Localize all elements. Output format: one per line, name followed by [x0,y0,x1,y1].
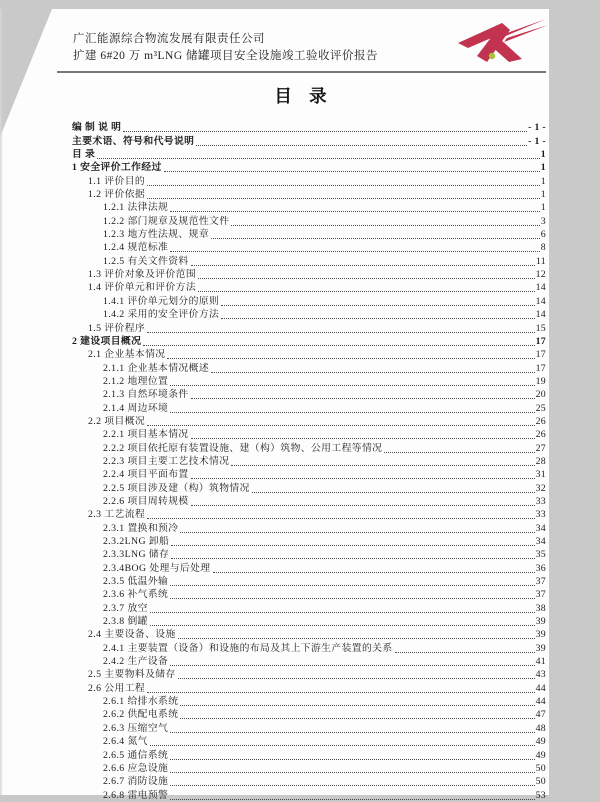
toc-dot-leader [97,158,540,159]
toc-entry-label: 编 制 说 明 [72,122,122,134]
toc-dot-leader [178,638,535,639]
toc-page-number: 1 [540,162,546,174]
toc-page-number: 19 [535,375,546,387]
toc-page-number: 35 [535,549,546,561]
toc-row [72,641,546,654]
toc-dot-leader [180,532,534,533]
toc-row [72,441,546,454]
toc-row [72,615,546,628]
toc-dot-leader [170,785,534,786]
document-header [73,31,378,65]
toc-row [72,628,546,641]
toc-entry-label: 1 安全评价工作经过 [72,162,162,174]
toc-row [72,348,546,361]
toc-dot-leader [191,398,535,399]
toc-page-number: 20 [535,389,546,401]
toc-row [72,788,546,801]
toc-dot-leader [123,131,527,132]
toc-dot-leader [191,505,535,506]
toc-entry-label: 2.1.2 地理位置 [103,375,169,387]
toc-page-number: 1 [540,149,546,161]
toc-page-number: 53 [535,789,546,801]
toc-row [72,481,546,494]
toc-page-number: 12 [535,269,546,281]
toc-dot-leader [231,225,539,226]
toc-row [72,495,546,508]
toc-page-number: 32 [535,482,546,494]
toc-entry-label: 2.6 公用工程 [88,682,146,694]
toc-page-number: 50 [535,776,546,788]
toc-entry-label: 1.3 评价对象及评价范围 [88,269,197,281]
toc-entry-label: 2.6.3 压缩空气 [103,722,169,734]
toc-row [72,294,546,307]
toc-row [72,601,546,614]
toc-row [72,508,546,521]
toc-entry-label: 2.6.7 消防设施 [103,776,169,788]
report-title: 扩建 6#20 万 m³LNG 储罐项目安全设施竣工验收评价报告 [73,50,379,62]
toc-page-number: 27 [535,442,546,454]
toc-row [72,668,546,681]
toc-row [72,401,546,414]
toc-dot-leader [170,732,534,733]
toc-page-number: 1 [540,202,546,214]
toc-entry-label: 2.4.1 主要装置（设备）和设施的布局及其上下游生产装置的关系 [103,642,393,654]
toc-row [72,708,546,721]
toc-entry-label: 2.3.4BOG 处理与后处理 [103,562,211,574]
toc-entry-label: 2.3.2LNG 卸船 [103,536,170,547]
toc-row [72,681,546,694]
toc-page-number: 39 [535,629,546,641]
toc-dot-leader [147,692,535,693]
toc-dot-leader [198,278,535,279]
toc-page-number: 26 [535,415,546,427]
toc-page-number: 47 [535,709,546,721]
toc-entry-label: 1.2 评价依据 [88,189,146,201]
toc-entry-label: 2.6.8 雷电预警 [103,789,169,801]
toc-dot-leader [252,492,535,493]
toc-dot-leader [170,211,540,212]
toc-page-number: 3 [540,215,546,227]
toc-dot-leader [170,772,534,773]
toc-page-number: 41 [535,656,546,668]
toc-entry-label: 2.6.2 供配电系统 [103,709,179,721]
toc-entry-label: 2.3.8 倒罐 [103,616,148,628]
table-of-contents [72,121,546,802]
toc-page-number: 28 [535,455,546,467]
toc-dot-leader [191,265,535,266]
toc-entry-label: 2.3.7 放空 [103,602,148,614]
toc-row [72,748,546,761]
toc-entry-label: 1.2.1 法律法规 [103,202,169,214]
toc-row [72,268,546,281]
toc-row [72,468,546,481]
toc-page-number: 50 [535,762,546,774]
toc-entry-label: 2.4 主要设备、设施 [88,629,176,641]
toc-row [72,575,546,588]
toc-entry-label: 2.1.3 自然环境条件 [103,389,189,401]
toc-row [72,308,546,321]
toc-dot-leader [221,305,534,306]
toc-page-number: 33 [535,495,546,507]
toc-dot-leader [191,478,535,479]
toc-row [72,375,546,388]
toc-row [72,762,546,775]
toc-dot-leader [198,291,535,292]
toc-dot-leader [164,171,540,172]
toc-entry-label: 2 建设项目概况 [72,335,142,347]
toc-dot-leader [147,518,535,519]
toc-entry-label: 1.4.2 采用的安全评价方法 [103,309,220,321]
toc-row [72,161,546,174]
toc-page-number: 14 [535,309,546,321]
header-divider [57,71,546,73]
toc-row [72,254,546,267]
toc-entry-label: 1.2.4 规范标准 [103,242,169,254]
toc-entry-label: 2.2 项目概况 [88,415,146,427]
toc-dot-leader [143,345,534,346]
toc-page-number: 37 [535,589,546,601]
toc-dot-leader [178,678,535,679]
toc-dot-leader [170,585,534,586]
toc-dot-leader [170,412,534,413]
company-name: 广汇能源综合物流发展有限责任公司 [73,33,265,45]
toc-page-number: 17 [535,349,546,361]
toc-entry-label: 2.2.5 项目涉及建（构）筑物情况 [103,482,250,494]
scan-edge-shadow [0,9,3,795]
toc-dot-leader [147,198,540,199]
toc-entry-label: 2.6.5 通信系统 [103,749,169,761]
toc-dot-leader [147,425,535,426]
toc-page-number: 43 [535,669,546,681]
toc-page-number: 44 [535,682,546,694]
toc-page-number: 49 [535,736,546,748]
toc-page-number: 1 [540,175,546,187]
toc-row [72,321,546,334]
toc-row [72,188,546,201]
toc-dot-leader [395,652,535,653]
toc-page-number: 14 [535,295,546,307]
toc-page-number: 49 [535,749,546,761]
scan-corner-shadow [0,9,52,137]
toc-dot-leader [167,358,534,359]
toc-dot-leader [221,318,534,319]
toc-dot-leader [147,185,540,186]
toc-dot-leader [180,705,534,706]
toc-row [72,521,546,534]
toc-entry-label: 2.3 工艺流程 [88,509,146,521]
toc-dot-leader [211,238,540,239]
toc-entry-label: 2.3.3LNG 储存 [103,549,170,561]
toc-dot-leader [170,665,534,666]
toc-row [72,241,546,254]
toc-row [72,415,546,428]
toc-page-number: 39 [535,642,546,654]
toc-entry-label: 2.4.2 生产设备 [103,656,169,668]
toc-entry-label: 1.4 评价单元和评价方法 [88,282,197,294]
toc-row [72,721,546,734]
toc-dot-leader [150,625,535,626]
toc-row [72,735,546,748]
toc-dot-leader [170,759,534,760]
guanghui-k-logo-icon [452,12,548,64]
toc-row [72,121,546,134]
toc-page-number: 1 [540,189,546,201]
toc-page-number: - 1 - [528,135,546,147]
toc-row [72,548,546,561]
toc-page-number: 8 [540,242,546,254]
toc-dot-leader [196,145,527,146]
toc-entry-label: 2.6.1 给排水系统 [103,696,179,708]
toc-page-number: 36 [535,562,546,574]
toc-row [72,655,546,668]
toc-dot-leader [171,545,534,546]
toc-entry-label: 2.2.2 项目依托原有装置设施、建（构）筑物、公用工程等情况 [103,442,383,454]
toc-dot-leader [150,612,535,613]
toc-dot-leader [384,452,534,453]
toc-row [72,775,546,788]
toc-entry-label: 2.1.4 周边环境 [103,402,169,414]
toc-row [72,134,546,147]
toc-row [72,335,546,348]
toc-page-number: 44 [535,696,546,708]
toc-page-number: 26 [535,429,546,441]
toc-entry-label: 主要术语、符号和代号说明 [72,135,195,147]
toc-entry-label: 2.6.4 氮气 [103,736,148,748]
toc-row [72,174,546,187]
toc-row [72,561,546,574]
toc-entry-label: 2.2.3 项目主要工艺技术情况 [103,455,230,467]
toc-dot-leader [211,372,535,373]
toc-dot-leader [171,558,534,559]
toc-entry-label: 2.1.1 企业基本情况概述 [103,362,210,374]
toc-dot-leader [170,251,540,252]
toc-entry-label: 2.5 主要物料及储存 [88,669,176,681]
toc-row [72,281,546,294]
toc-dot-leader [170,799,534,800]
toc-row [72,388,546,401]
toc-entry-label: 1.4.1 评价单元划分的原则 [103,295,220,307]
toc-page-number: 37 [535,576,546,588]
toc-entry-label: 1.2.2 部门规章及规范性文件 [103,215,230,227]
toc-page-number: - 1 - [528,122,546,134]
toc-entry-label: 2.2.1 项目基本情况 [103,429,189,441]
toc-row [72,228,546,241]
toc-page-number: 11 [535,255,546,267]
toc-row [72,148,546,161]
toc-page-number: 17 [535,362,546,374]
toc-dot-leader [180,718,534,719]
toc-row [72,588,546,601]
toc-entry-label: 1.5 评价程序 [88,322,146,334]
toc-row [72,695,546,708]
toc-page-number: 14 [535,282,546,294]
document-page [0,9,549,801]
toc-dot-leader [170,598,534,599]
toc-entry-label: 2.3.6 补气系统 [103,589,169,601]
toc-row [72,201,546,214]
toc-page-number: 38 [535,602,546,614]
toc-dot-leader [150,745,535,746]
toc-entry-label: 目 录 [72,149,96,161]
toc-entry-label: 1.1 评价目的 [88,175,146,187]
page-title: 目 录 [274,86,329,106]
toc-row [72,455,546,468]
toc-page-number: 33 [535,509,546,521]
toc-page-number: 17 [535,335,546,347]
toc-entry-label: 2.2.4 项目平面布置 [103,469,189,481]
toc-row [72,535,546,548]
toc-page-number: 25 [535,402,546,414]
toc-dot-leader [213,572,535,573]
toc-entry-label: 1.2.3 地方性法规、规章 [103,229,210,241]
toc-dot-leader [231,465,534,466]
toc-page-number: 31 [535,469,546,481]
toc-row [72,361,546,374]
toc-row [72,214,546,227]
toc-dot-leader [191,438,535,439]
toc-entry-label: 1.2.5 有关文件资料 [103,255,189,267]
toc-page-number: 34 [535,536,546,547]
toc-entry-label: 2.1 企业基本情况 [88,349,166,361]
toc-row [72,428,546,441]
toc-dot-leader [170,385,534,386]
toc-page-number: 6 [540,229,546,241]
toc-entry-label: 2.2.6 项目周转规模 [103,495,189,507]
toc-entry-label: 2.3.5 低温外输 [103,576,169,588]
toc-dot-leader [147,332,535,333]
toc-page-number: 48 [535,722,546,734]
toc-page-number: 15 [535,322,546,334]
toc-page-number: 34 [535,522,546,534]
toc-page-number: 39 [535,616,546,628]
toc-entry-label: 2.6.6 应急设施 [103,762,169,774]
toc-entry-label: 2.3.1 置换和预冷 [103,522,179,534]
